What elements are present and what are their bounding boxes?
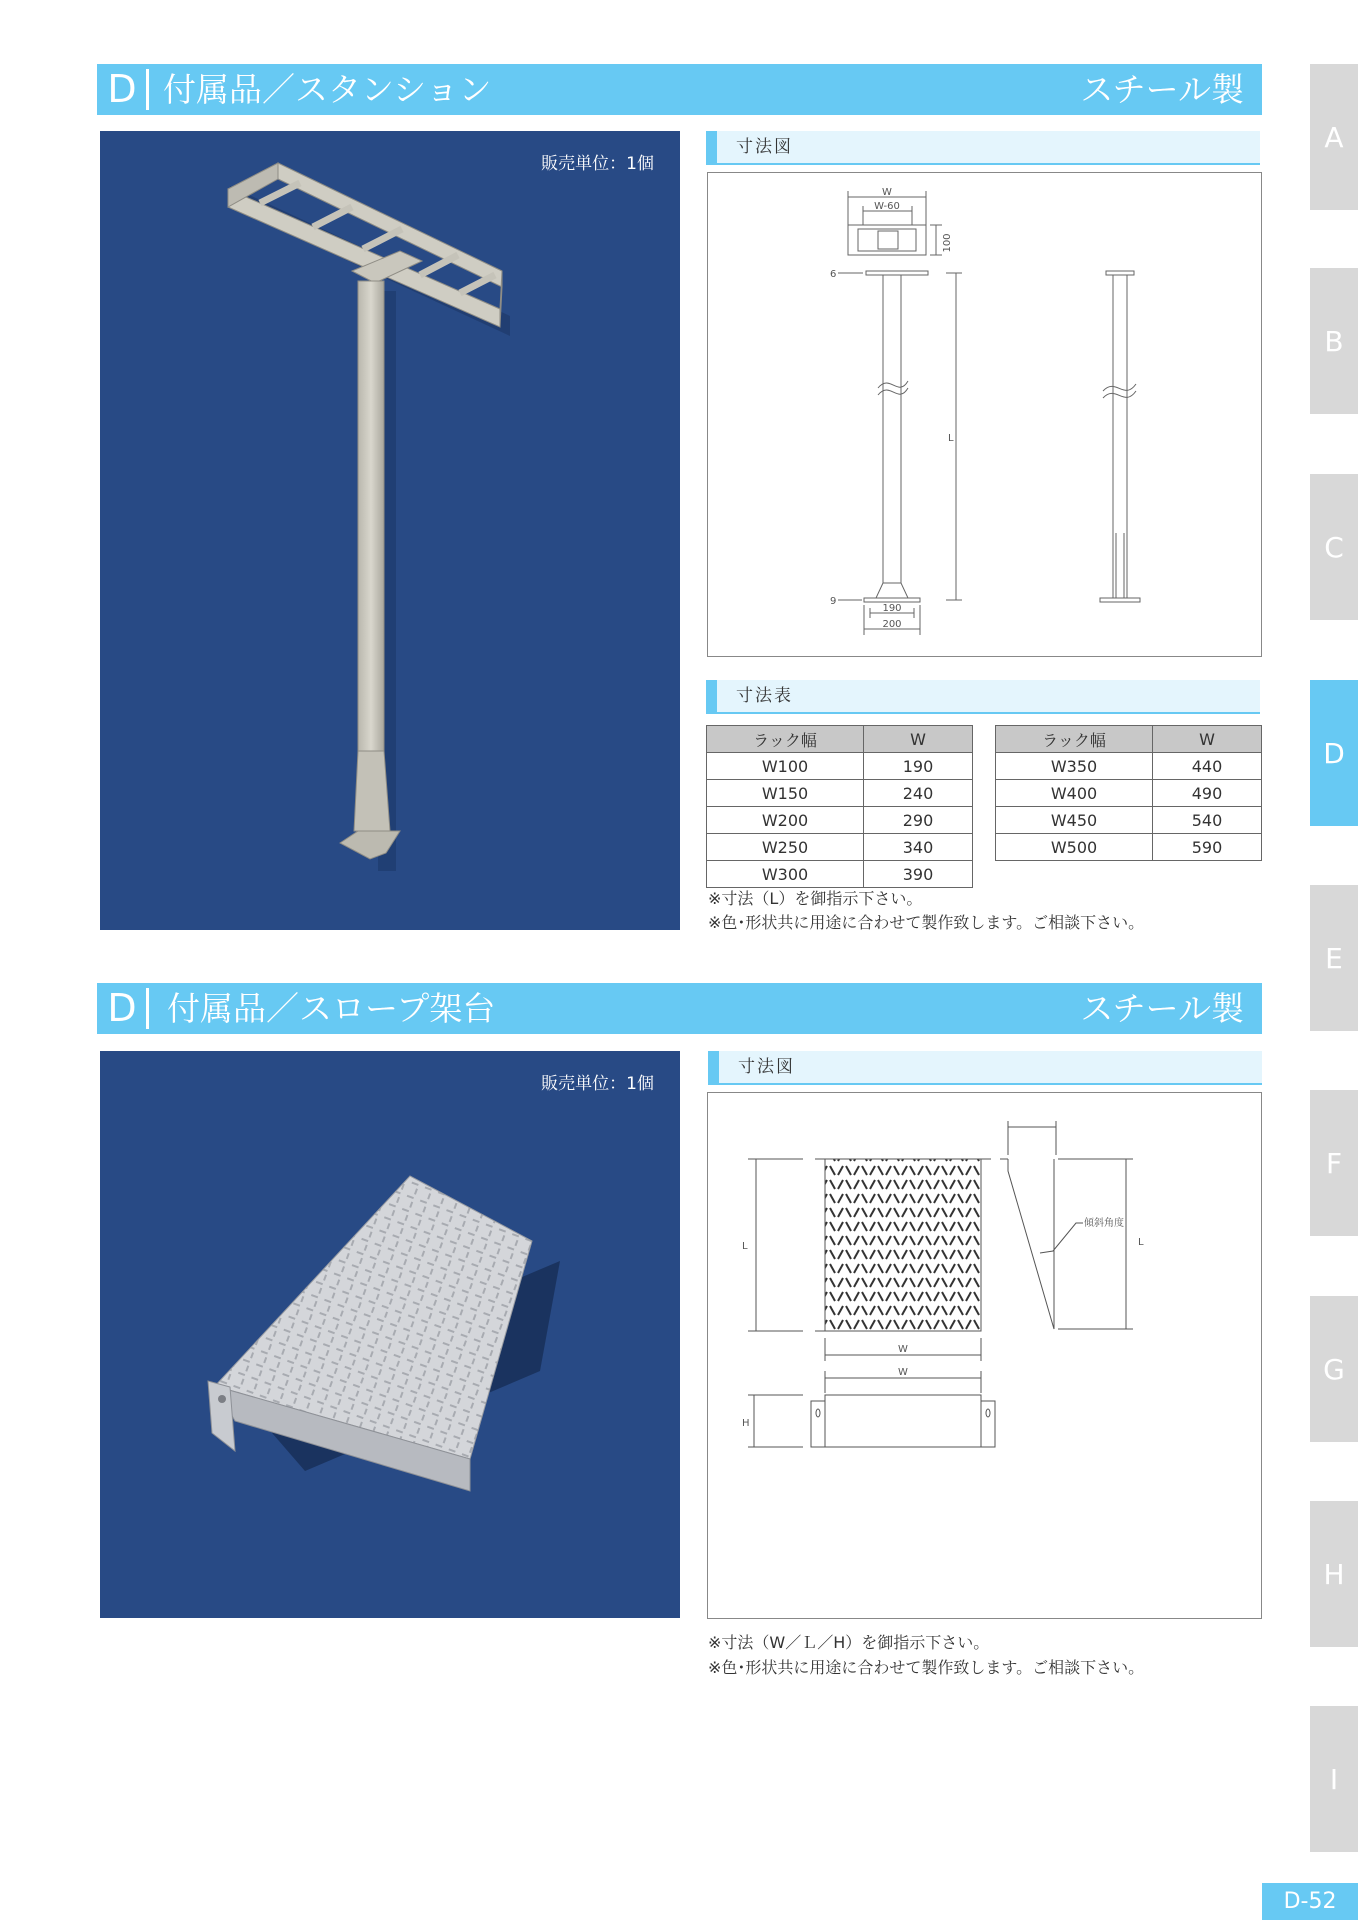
side-tab-h[interactable]: H: [1310, 1501, 1358, 1647]
table-row: [707, 780, 973, 807]
side-tab-f[interactable]: F: [1310, 1090, 1358, 1236]
slope-drawing-svg: [708, 1093, 1263, 1620]
section-letter: D: [107, 67, 137, 111]
side-tab-a[interactable]: A: [1310, 64, 1358, 210]
side-tab-i[interactable]: I: [1310, 1706, 1358, 1852]
sales-unit: 販売単位：1個: [541, 1074, 654, 1094]
drawing-heading-text: 寸法図: [736, 137, 793, 157]
section-letter: D: [107, 986, 137, 1030]
cell-w: 440: [1153, 753, 1262, 780]
side-tab-g[interactable]: G: [1310, 1296, 1358, 1442]
cell-w: 590: [1153, 834, 1262, 861]
section-header-stanchion: [97, 64, 1262, 115]
cell-w: 240: [864, 780, 973, 807]
note-custom-order: ※色･形状共に用途に合わせて製作致します。ご相談下さい。: [708, 913, 1145, 932]
cell-rack: W400: [996, 780, 1153, 807]
table-row: [996, 780, 1262, 807]
label-w-60: W-60: [874, 201, 900, 212]
page-number: D-52: [1262, 1883, 1358, 1920]
note-dimension-l: ※寸法（L）を御指示下さい。: [708, 889, 923, 908]
label-w-plan: W: [898, 1344, 908, 1355]
label-w: W: [882, 187, 892, 198]
label-9: 9: [830, 596, 837, 607]
slope-stand-product-photo: [100, 1051, 680, 1618]
table-row: [707, 753, 973, 780]
label-incline-angle: 傾斜角度: [1084, 1218, 1124, 1229]
label-190: 190: [882, 603, 902, 614]
cell-w: 390: [864, 861, 973, 888]
section-title: 付属品／スロープ架台: [167, 989, 496, 1028]
drawing-heading-text: 寸法図: [738, 1057, 795, 1077]
header-rack-width: ラック幅: [996, 726, 1153, 753]
header-divider: [146, 988, 149, 1029]
label-w-front: W: [898, 1367, 908, 1378]
cell-rack: W300: [707, 861, 864, 888]
label-l-right: L: [1138, 1237, 1144, 1248]
slope-stand-illustration: [100, 1051, 680, 1618]
cell-rack: W250: [707, 834, 864, 861]
cell-w: 540: [1153, 807, 1262, 834]
cell-rack: W450: [996, 807, 1153, 834]
drawing-heading: [706, 131, 1260, 165]
cell-w: 290: [864, 807, 973, 834]
table-heading: [706, 680, 1260, 714]
slope-stand-dimension-drawing: [707, 1092, 1262, 1619]
label-l-left: L: [742, 1241, 748, 1252]
dimension-table-left: [706, 725, 973, 888]
stanchion-illustration: [100, 131, 680, 930]
header-w: W: [864, 726, 973, 753]
table-header-row: [707, 726, 973, 753]
label-200: 200: [882, 619, 902, 630]
drawing-heading: [708, 1051, 1262, 1085]
side-tab-e[interactable]: E: [1310, 885, 1358, 1031]
cell-rack: W500: [996, 834, 1153, 861]
stanchion-product-photo: [100, 131, 680, 930]
stanchion-dimension-drawing: [707, 172, 1262, 657]
cell-rack: W350: [996, 753, 1153, 780]
table-row: [996, 834, 1262, 861]
section-title: 付属品／スタンション: [163, 70, 492, 109]
table-row: [707, 861, 973, 888]
cell-rack: W150: [707, 780, 864, 807]
header-w: W: [1153, 726, 1262, 753]
cell-w: 340: [864, 834, 973, 861]
side-tab-d[interactable]: D: [1310, 680, 1358, 826]
label-100: 100: [942, 233, 953, 253]
dimension-table-right: [995, 725, 1262, 861]
side-tab-c[interactable]: C: [1310, 474, 1358, 620]
cell-w: 190: [864, 753, 973, 780]
stanchion-drawing-svg: [708, 173, 1263, 658]
cell-w: 490: [1153, 780, 1262, 807]
sales-unit: 販売単位：1個: [541, 154, 654, 174]
material-label: スチール製: [1080, 989, 1244, 1028]
table-header-row: [996, 726, 1262, 753]
label-l: L: [948, 433, 954, 444]
note-dimension-wlh: ※寸法（W／Ｌ／H）を御指示下さい。: [708, 1633, 990, 1652]
header-rack-width: ラック幅: [707, 726, 864, 753]
table-heading-text: 寸法表: [736, 686, 793, 706]
label-h: H: [742, 1418, 750, 1429]
table-row: [707, 834, 973, 861]
side-tab-b[interactable]: B: [1310, 268, 1358, 414]
header-divider: [146, 69, 149, 110]
material-label: スチール製: [1080, 70, 1244, 109]
table-row: [707, 807, 973, 834]
table-row: [996, 753, 1262, 780]
cell-rack: W100: [707, 753, 864, 780]
section-header-slope-stand: [97, 983, 1262, 1034]
note-custom-order: ※色･形状共に用途に合わせて製作致します。ご相談下さい。: [708, 1658, 1145, 1677]
label-6: 6: [830, 269, 837, 280]
table-row: [996, 807, 1262, 834]
cell-rack: W200: [707, 807, 864, 834]
